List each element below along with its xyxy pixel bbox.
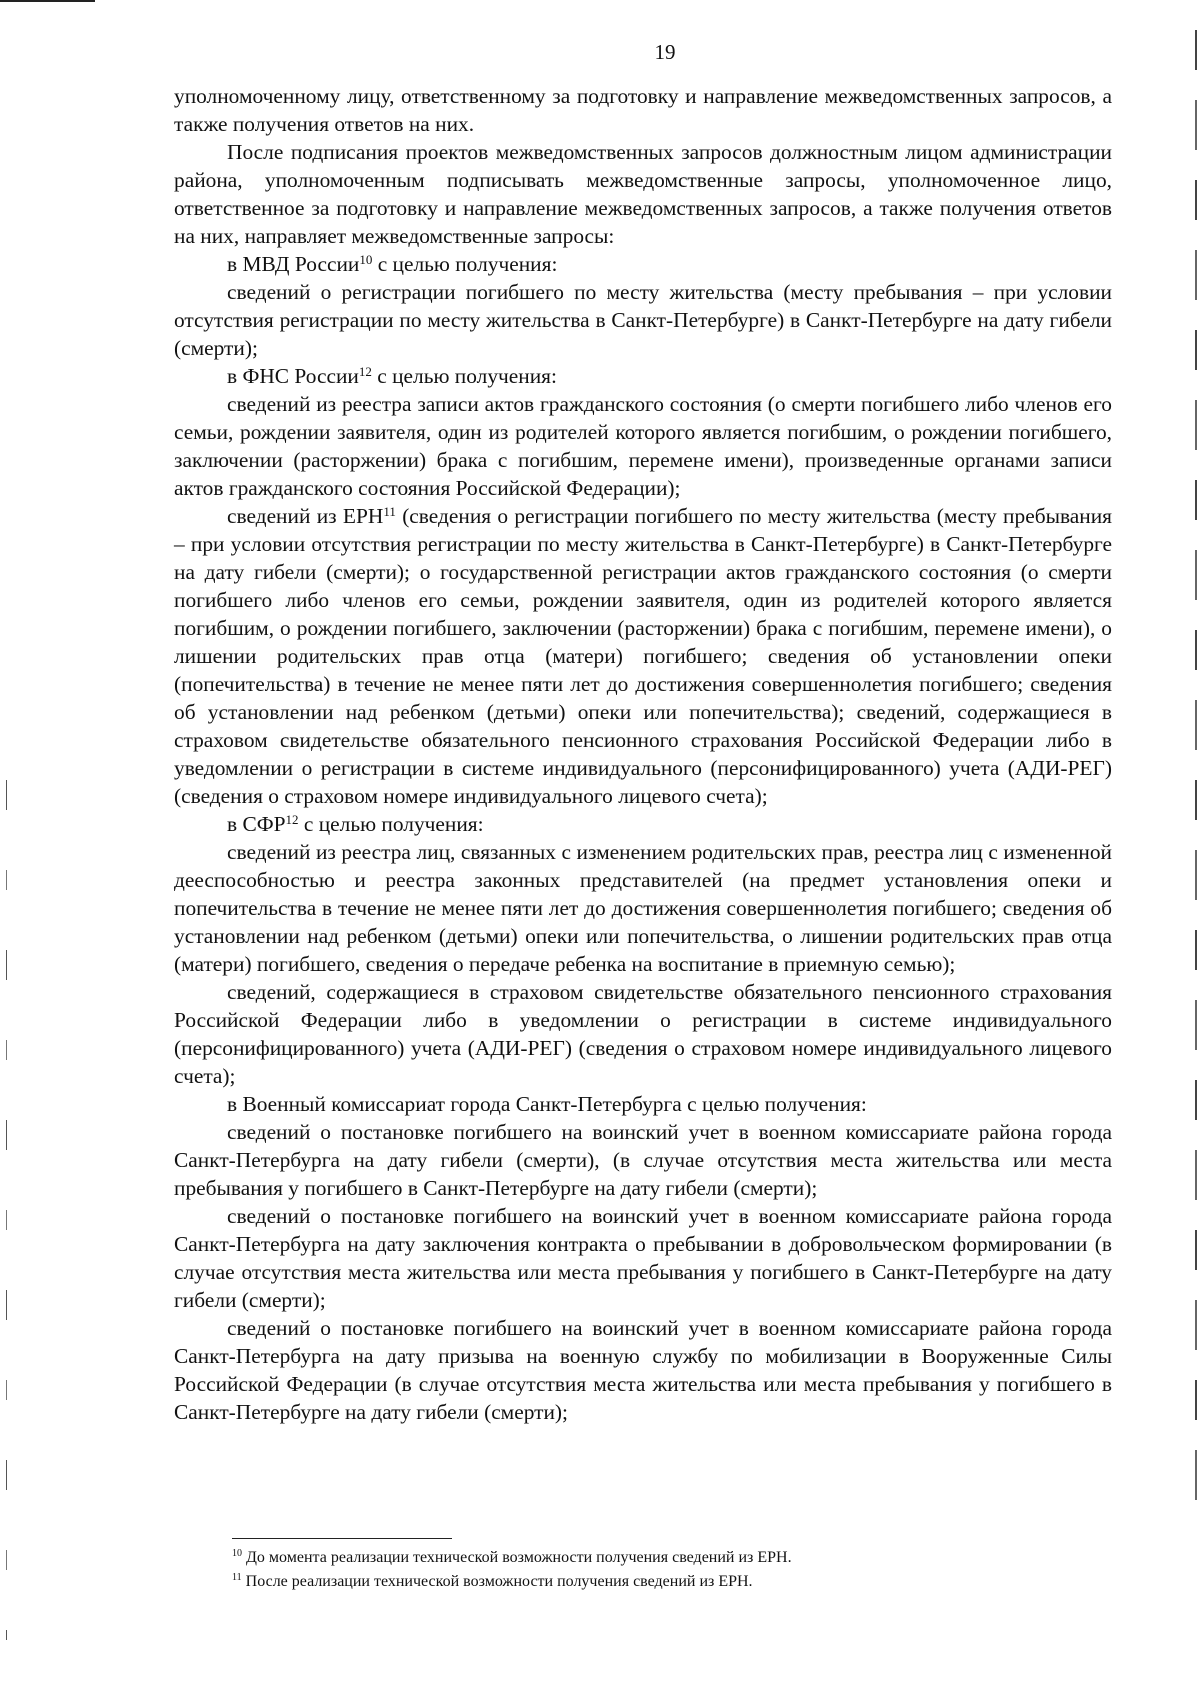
footnote-ref: 12: [285, 812, 299, 827]
paragraph: сведений о постановке погибшего на воинский учет в военном комиссариате района города Санкт-Петербурга на дату заключения контракта о пребывании в добровольческом формировании (в случае отсутствия места жительства или места пребывания у погибшего в Санкт-Петербурге на дату гибели (смерти);: [174, 1204, 1112, 1312]
request-recipient-heading: в МВД России$^{10}$ с целью получения:: [227, 252, 558, 276]
page-number: 19: [654, 40, 676, 64]
footnote-ref: 12: [358, 364, 372, 379]
paragraph: После подписания проектов межведомственных запросов должностным лицом администрации района, уполномоченным подписывать межведомственные запросы, уполномоченное лицо, ответственное за подготовку и направление межведомственных запросов, а также получения ответов на них, направляет межведомственные запросы:: [174, 140, 1112, 248]
paragraph: сведений о регистрации погибшего по месту жительства (месту пребывания – при условии отсутствия регистрации по месту жительства в Санкт-Петербурге) в Санкт-Петербурге на дату гибели (смерти);: [174, 280, 1112, 360]
paragraph: сведений из реестра записи актов гражданского состояния (о смерти погибшего либо членов его семьи, рождении заявителя, один из родителей которого является погибшим, о рождении погибшего, заключении (расторжении) брака с погибшим, перемене имени), произведенные органами записи актов гражданского состояния Российской Федерации);: [174, 392, 1112, 500]
paragraph: сведений из ЕРН$^{11}$ (сведения о регистрации погибшего по месту жительства (месту пребывания – при условии отсутствия регистрации по месту жительства в Санкт-Петербурге) в Санкт-Петербурге на дату гибели (смерти); о государственной регистрации актов гражданского состояния (о смерти погибшего либо членов его семьи, рождении заявителя, один из родителей которого является погибшим, о рождении погибшего, заключении (расторжении) брака с погибшим, перемене имени), о лишении родительских прав отца (матери) погибшего; сведения об установлении опеки (попечительства) в течение не менее пяти лет до достижения совершеннолетия погибшего; сведения об установлении над ребенком (детьми) опеки или попечительства); сведений, содержащиеся в страховом свидетельстве обязательного пенсионного страхования Российской Федерации либо в уведомлении о регистрации в системе индивидуального (персонифицированного) учета (АДИ-РЕГ) (сведения о страховом номере индивидуального лицевого счета);: [174, 504, 1112, 808]
paragraph: сведений из реестра лиц, связанных с изменением родительских прав, реестра лиц с измененной дееспособностью и реестра законных представителей (на предмет установления опеки и попечительства в течение не менее пяти лет до достижения совершеннолетия погибшего; сведения об установлении над ребенком (детьми) опеки или попечительства, о лишении родительских прав отца (матери) погибшего, сведения о передаче ребенка на воспитание в приемную семью);: [174, 840, 1112, 976]
footnote: $^{11}$ После реализации технической возможности получения сведений из ЕРН.: [232, 1572, 753, 1590]
request-recipient-heading: в Военный комиссариат города Санкт-Петербурга с целью получения:: [227, 1092, 867, 1116]
footnote: $^{10}$ До момента реализации технической возможности получения сведений из ЕРН.: [232, 1548, 792, 1566]
scan-edge-mark: [0, 0, 95, 2]
footnote-separator: [232, 1538, 452, 1539]
footnote-mark: 11: [232, 1572, 242, 1583]
footnote-mark: 10: [232, 1548, 242, 1559]
document-body: [174, 82, 1112, 1426]
paragraph: уполномоченному лицу, ответственному за подготовку и направление межведомственных запросов, а также получения ответов на них.: [174, 84, 1112, 136]
request-recipient-heading: в СФР$^{12}$ с целью получения:: [227, 812, 484, 836]
scan-edge-mark: [1195, 30, 1197, 1510]
scan-edge-mark: [6, 780, 7, 1640]
request-recipient-heading: в ФНС России$^{12}$ с целью получения:: [227, 364, 557, 388]
footnotes: [232, 1546, 1112, 1594]
paragraph: сведений, содержащиеся в страховом свидетельстве обязательного пенсионного страхования Российской Федерации либо в уведомлении о регистрации в системе индивидуального (персонифицированного) учета (АДИ-РЕГ) (сведения о страховом номере индивидуального лицевого счета);: [174, 980, 1112, 1088]
paragraph: сведений о постановке погибшего на воинский учет в военном комиссариате района города Санкт-Петербурга на дату гибели (смерти), (в случае отсутствия места жительства или места пребывания у погибшего в Санкт-Петербурге на дату гибели (смерти);: [174, 1120, 1112, 1200]
footnote-ref: 10: [359, 252, 373, 267]
footnote-ref: 11: [383, 504, 396, 519]
paragraph: сведений о постановке погибшего на воинский учет в военном комиссариате района города Санкт-Петербурга на дату призыва на военную службу по мобилизации в Вооруженные Силы Российской Федерации (в случае отсутствия места жительства или места пребывания у погибшего в Санкт-Петербурге на дату гибели (смерти);: [174, 1316, 1112, 1424]
